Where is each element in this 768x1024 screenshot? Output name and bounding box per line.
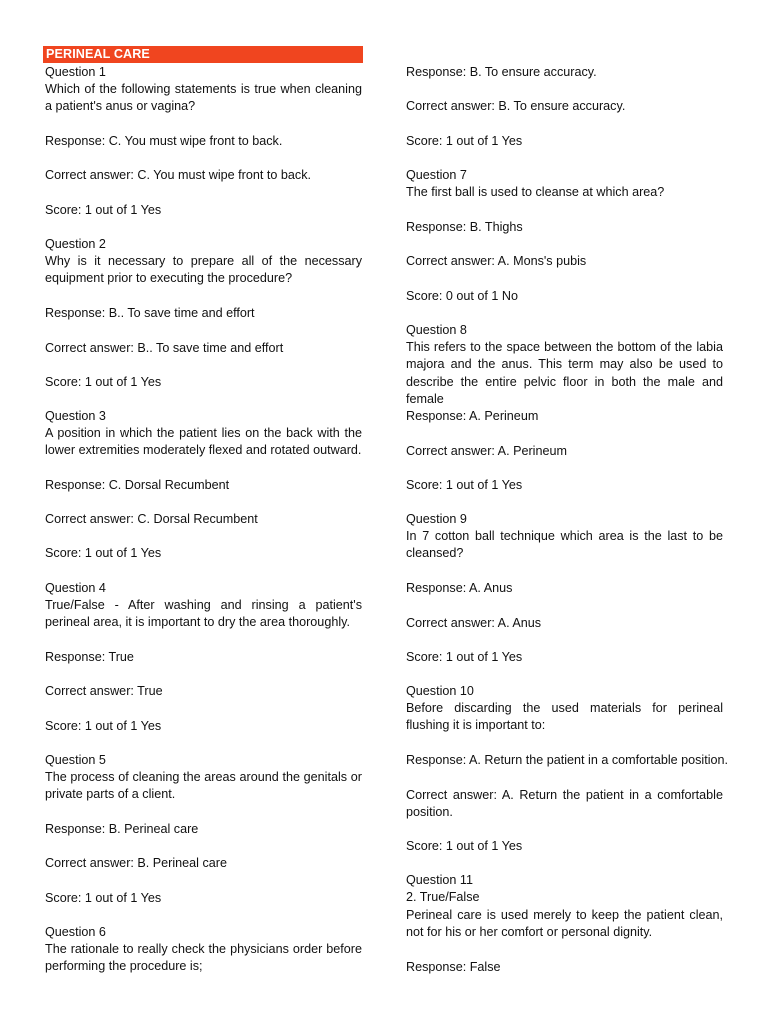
question-prompt: Which of the following statements is true when cleaning a patient's anus or vagina?: [45, 82, 362, 114]
question-prompt: The rationale to really check the physicians order before performing the procedure is;: [45, 942, 362, 974]
question-number: Question 11: [406, 873, 473, 887]
question-number: Question 5: [45, 753, 106, 767]
response-text: Response: A. Return the patient in a comfortable position.: [406, 753, 729, 767]
question-prompt: Perineal care is used merely to keep the patient clean, not for his or her comfort or personal dignity.: [406, 908, 723, 940]
correct-answer-text: Correct answer: B. To ensure accuracy.: [406, 99, 626, 113]
section-header-bar: [43, 46, 363, 63]
question-number: Question 1: [45, 65, 106, 79]
correct-answer-text: Correct answer: B.. To save time and effort: [45, 341, 284, 355]
question-prompt: 2. True/False: [406, 890, 480, 904]
score-text: Score: 1 out of 1 Yes: [406, 134, 523, 148]
response-text: Response: A. Anus: [406, 581, 513, 595]
question-number: Question 8: [406, 323, 467, 337]
response-text: Response: A. Perineum: [406, 409, 539, 423]
question-number: Question 9: [406, 512, 467, 526]
response-text: Response: B. To ensure accuracy.: [406, 65, 597, 79]
question-number: Question 3: [45, 409, 106, 423]
question-prompt: The first ball is used to cleanse at which area?: [406, 185, 665, 199]
score-text: Score: 1 out of 1 Yes: [406, 839, 523, 853]
question-prompt: Why is it necessary to prepare all of the necessary equipment prior to executing the procedure?: [45, 254, 362, 286]
question-prompt: Before discarding the used materials for perineal flushing it is important to:: [406, 701, 723, 733]
question-prompt: In 7 cotton ball technique which area is the last to be cleansed?: [406, 529, 723, 561]
question-prompt: A position in which the patient lies on the back with the lower extremities moderately flexed and rotated outward.: [45, 426, 362, 458]
score-text: Score: 1 out of 1 Yes: [406, 650, 523, 664]
correct-answer-text: Correct answer: C. Dorsal Recumbent: [45, 512, 258, 526]
question-prompt: The process of cleaning the areas around the genitals or private parts of a client.: [45, 770, 362, 802]
correct-answer-text: Correct answer: True: [45, 684, 163, 698]
correct-answer-text: Correct answer: A. Anus: [406, 616, 542, 630]
response-text: Response: B.. To save time and effort: [45, 306, 255, 320]
response-text: Response: B. Thighs: [406, 220, 523, 234]
correct-answer-text: Correct answer: A. Perineum: [406, 444, 567, 458]
score-text: Score: 1 out of 1 Yes: [45, 891, 162, 905]
question-prompt: This refers to the space between the bottom of the labia majora and the anus. This term may also be used to describe the entire pelvic floor in both the male and female: [406, 340, 723, 406]
question-prompt: True/False - After washing and rinsing a patient's perineal area, it is important to dry the area thoroughly.: [45, 598, 362, 630]
correct-answer-text: Correct answer: A. Return the patient in a comfortable position.: [406, 788, 723, 820]
section-title: PERINEAL CARE: [46, 47, 150, 61]
question-number: Question 7: [406, 168, 467, 182]
question-number: Question 2: [45, 237, 106, 251]
response-text: Response: False: [406, 960, 501, 974]
score-text: Score: 1 out of 1 Yes: [45, 375, 162, 389]
response-text: Response: C. You must wipe front to back.: [45, 134, 283, 148]
score-text: Score: 1 out of 1 Yes: [45, 719, 162, 733]
correct-answer-text: Correct answer: A. Mons's pubis: [406, 254, 587, 268]
question-number: Question 10: [406, 684, 474, 698]
score-text: Score: 0 out of 1 No: [406, 289, 519, 303]
response-text: Response: B. Perineal care: [45, 822, 199, 836]
correct-answer-text: Correct answer: C. You must wipe front to back.: [45, 168, 311, 182]
score-text: Score: 1 out of 1 Yes: [406, 478, 523, 492]
score-text: Score: 1 out of 1 Yes: [45, 546, 162, 560]
correct-answer-text: Correct answer: B. Perineal care: [45, 856, 227, 870]
question-number: Question 6: [45, 925, 106, 939]
response-text: Response: True: [45, 650, 134, 664]
question-number: Question 4: [45, 581, 106, 595]
response-text: Response: C. Dorsal Recumbent: [45, 478, 230, 492]
score-text: Score: 1 out of 1 Yes: [45, 203, 162, 217]
